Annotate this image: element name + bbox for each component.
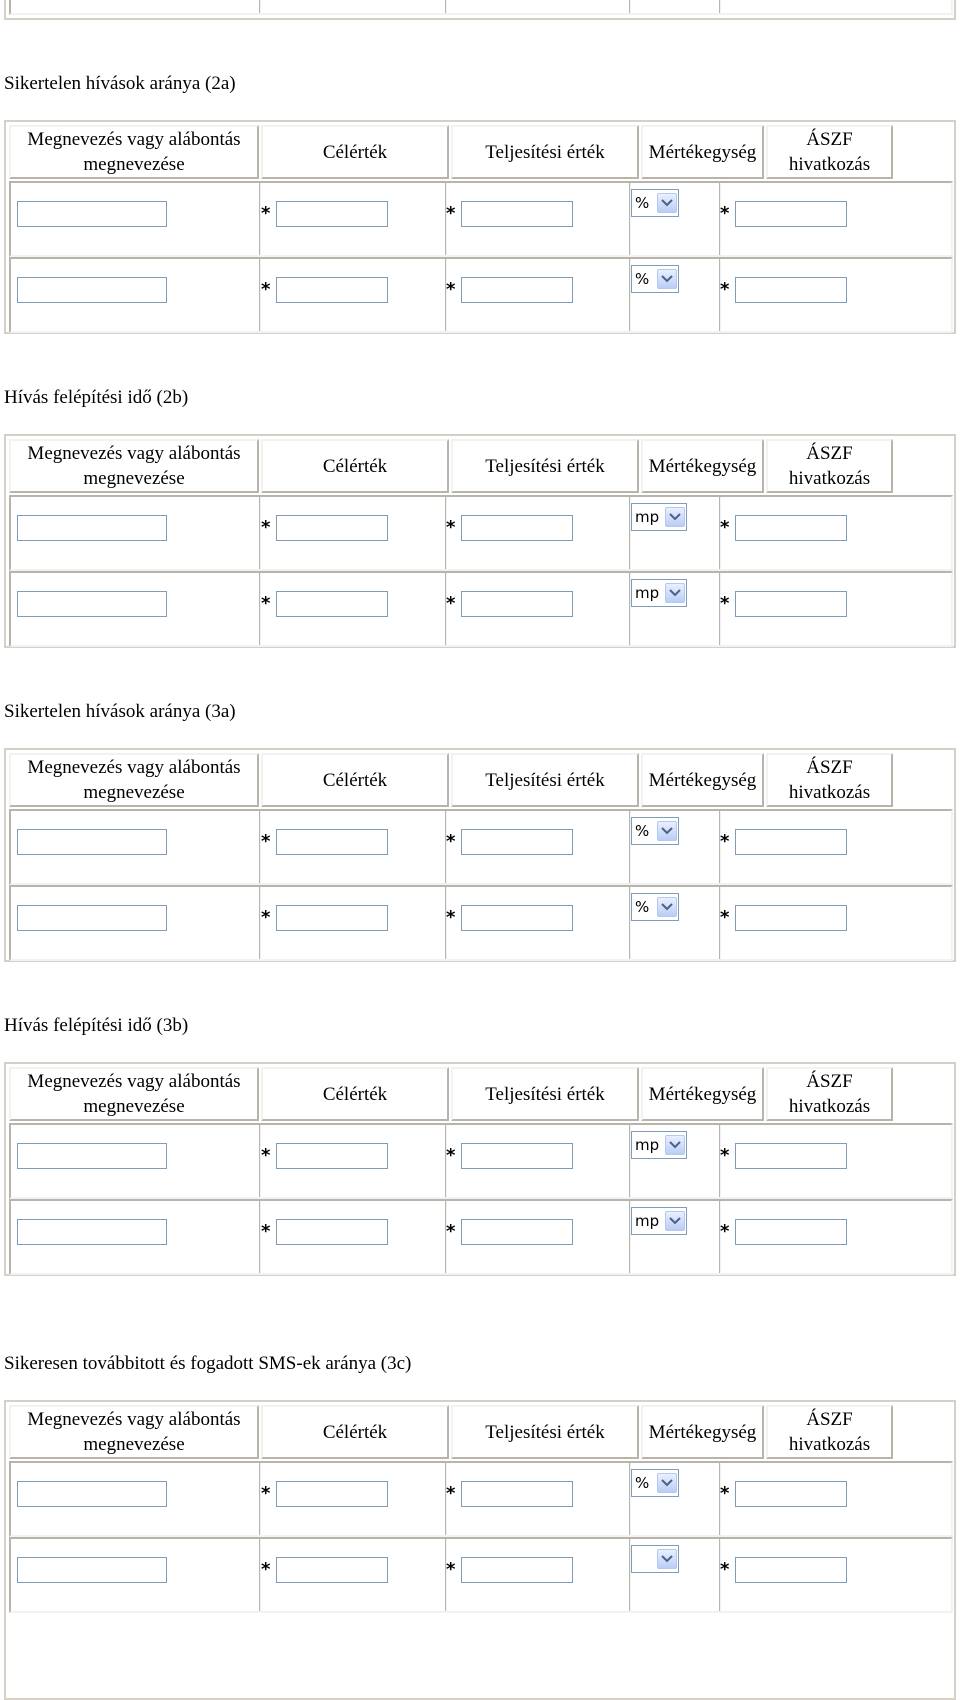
chevron-down-icon[interactable] bbox=[657, 269, 677, 289]
required-asterisk: * bbox=[720, 593, 730, 614]
section-title: Sikeresen továbbitott és fogadott SMS-ek aránya (3c) bbox=[4, 1353, 412, 1374]
target-value-input[interactable] bbox=[276, 201, 388, 227]
chevron-down-icon[interactable] bbox=[657, 821, 677, 841]
table-row bbox=[9, 571, 953, 647]
required-asterisk: * bbox=[261, 1145, 271, 1166]
column-header-aszf-reference-label: ÁSZF hivatkozás bbox=[788, 129, 871, 175]
target-value-input[interactable] bbox=[276, 515, 388, 541]
unit-select-value: % bbox=[635, 194, 650, 212]
target-value-input[interactable] bbox=[276, 1143, 388, 1169]
required-asterisk: * bbox=[446, 1559, 456, 1580]
performance-value-input[interactable] bbox=[461, 1481, 573, 1507]
column-header-unit bbox=[641, 125, 764, 179]
required-asterisk: * bbox=[261, 1221, 271, 1242]
unit-select[interactable] bbox=[631, 503, 687, 531]
performance-value-input[interactable] bbox=[461, 591, 573, 617]
name-input[interactable] bbox=[17, 201, 167, 227]
required-asterisk: * bbox=[261, 203, 271, 224]
column-header-unit-label: Mértékegység bbox=[648, 1083, 757, 1105]
column-header-target-value bbox=[261, 125, 449, 179]
column-header-unit bbox=[641, 439, 764, 493]
required-asterisk: * bbox=[446, 907, 456, 928]
column-header-target-value-label: Célérték bbox=[322, 141, 388, 163]
target-value-input[interactable] bbox=[276, 591, 388, 617]
aszf-reference-input[interactable] bbox=[735, 1219, 847, 1245]
table-row bbox=[9, 1461, 953, 1537]
column-header-name-label: Megnevezés vagy alábontás megnevezése bbox=[27, 129, 241, 175]
column-header-name-label: Megnevezés vagy alábontás megnevezése bbox=[27, 443, 241, 489]
column-header-performance-value bbox=[451, 125, 639, 179]
metrics-table bbox=[4, 1062, 956, 1276]
column-header-aszf-reference bbox=[766, 125, 893, 179]
unit-select[interactable] bbox=[631, 1469, 679, 1497]
table-row bbox=[9, 257, 953, 333]
column-header-performance-value bbox=[451, 1067, 639, 1121]
column-header-unit bbox=[641, 1405, 764, 1459]
unit-select-value: mp bbox=[635, 1212, 660, 1230]
target-value-input[interactable] bbox=[276, 1557, 388, 1583]
table-row bbox=[9, 1123, 953, 1199]
column-header-performance-value bbox=[451, 1405, 639, 1459]
unit-select-value: % bbox=[635, 822, 650, 840]
column-header-target-value-label: Célérték bbox=[322, 455, 388, 477]
metrics-table bbox=[4, 434, 956, 648]
metrics-table bbox=[4, 1400, 956, 1700]
required-asterisk: * bbox=[446, 203, 456, 224]
table-row bbox=[9, 1537, 953, 1613]
table-row bbox=[9, 181, 953, 257]
target-value-input[interactable] bbox=[276, 1219, 388, 1245]
column-divider bbox=[259, 0, 261, 13]
column-header-name-label: Megnevezés vagy alábontás megnevezése bbox=[27, 1409, 241, 1455]
column-header-unit bbox=[641, 1067, 764, 1121]
required-asterisk: * bbox=[720, 1145, 730, 1166]
unit-select-value: mp bbox=[635, 1136, 660, 1154]
unit-select[interactable] bbox=[631, 579, 687, 607]
performance-value-input[interactable] bbox=[461, 829, 573, 855]
column-divider bbox=[629, 0, 631, 13]
unit-select[interactable] bbox=[631, 265, 679, 293]
target-value-input[interactable] bbox=[276, 1481, 388, 1507]
name-input[interactable] bbox=[17, 1143, 167, 1169]
metrics-table bbox=[4, 120, 956, 334]
unit-select-value: % bbox=[635, 1474, 650, 1492]
required-asterisk: * bbox=[261, 517, 271, 538]
chevron-down-icon[interactable] bbox=[657, 193, 677, 213]
unit-select-value: % bbox=[635, 270, 650, 288]
aszf-reference-input[interactable] bbox=[735, 591, 847, 617]
column-header-target-value-label: Célérték bbox=[322, 1421, 388, 1443]
required-asterisk: * bbox=[446, 517, 456, 538]
required-asterisk: * bbox=[720, 517, 730, 538]
performance-value-input[interactable] bbox=[461, 277, 573, 303]
table-row bbox=[9, 495, 953, 571]
table-row bbox=[9, 885, 953, 961]
unit-select[interactable] bbox=[631, 189, 679, 217]
required-asterisk: * bbox=[720, 1483, 730, 1504]
chevron-down-icon[interactable] bbox=[665, 583, 685, 603]
required-asterisk: * bbox=[261, 279, 271, 300]
column-header-aszf-reference bbox=[766, 439, 893, 493]
column-header-aszf-reference bbox=[766, 1067, 893, 1121]
column-header-aszf-reference-label: ÁSZF hivatkozás bbox=[788, 1071, 871, 1117]
target-value-input[interactable] bbox=[276, 829, 388, 855]
chevron-down-icon[interactable] bbox=[657, 1473, 677, 1493]
chevron-down-icon[interactable] bbox=[657, 897, 677, 917]
column-header-name bbox=[9, 753, 259, 807]
required-asterisk: * bbox=[446, 1221, 456, 1242]
required-asterisk: * bbox=[261, 907, 271, 928]
required-asterisk: * bbox=[720, 907, 730, 928]
performance-value-input[interactable] bbox=[461, 515, 573, 541]
name-input[interactable] bbox=[17, 277, 167, 303]
column-header-unit bbox=[641, 753, 764, 807]
column-header-aszf-reference-label: ÁSZF hivatkozás bbox=[788, 443, 871, 489]
aszf-reference-input[interactable] bbox=[735, 829, 847, 855]
required-asterisk: * bbox=[446, 593, 456, 614]
target-value-input[interactable] bbox=[276, 277, 388, 303]
column-header-performance-value bbox=[451, 753, 639, 807]
required-asterisk: * bbox=[261, 593, 271, 614]
required-asterisk: * bbox=[720, 1221, 730, 1242]
section-title: Sikertelen hívások aránya (3a) bbox=[4, 701, 236, 722]
name-input[interactable] bbox=[17, 905, 167, 931]
name-input[interactable] bbox=[17, 1481, 167, 1507]
required-asterisk: * bbox=[446, 1483, 456, 1504]
column-header-name bbox=[9, 439, 259, 493]
column-header-performance-value-label: Teljesítési érték bbox=[485, 141, 605, 163]
column-header-aszf-reference-label: ÁSZF hivatkozás bbox=[788, 757, 871, 803]
column-divider bbox=[719, 0, 721, 13]
chevron-down-icon[interactable] bbox=[665, 1135, 685, 1155]
column-header-target-value bbox=[261, 1405, 449, 1459]
column-header-target-value-label: Célérték bbox=[322, 769, 388, 791]
performance-value-input[interactable] bbox=[461, 1557, 573, 1583]
column-header-aszf-reference bbox=[766, 1405, 893, 1459]
name-input[interactable] bbox=[17, 591, 167, 617]
column-header-target-value bbox=[261, 753, 449, 807]
performance-value-input[interactable] bbox=[461, 1143, 573, 1169]
metrics-table bbox=[4, 748, 956, 962]
table-row bbox=[9, 809, 953, 885]
required-asterisk: * bbox=[261, 1483, 271, 1504]
column-header-performance-value-label: Teljesítési érték bbox=[485, 1083, 605, 1105]
unit-select-value: % bbox=[635, 898, 650, 916]
required-asterisk: * bbox=[720, 203, 730, 224]
chevron-down-icon[interactable] bbox=[665, 1211, 685, 1231]
chevron-down-icon[interactable] bbox=[665, 507, 685, 527]
column-header-performance-value bbox=[451, 439, 639, 493]
name-input[interactable] bbox=[17, 1557, 167, 1583]
name-input[interactable] bbox=[17, 829, 167, 855]
unit-select[interactable] bbox=[631, 1207, 687, 1235]
unit-select[interactable] bbox=[631, 1545, 679, 1573]
unit-select[interactable] bbox=[631, 817, 679, 845]
required-asterisk: * bbox=[261, 831, 271, 852]
section-title: Sikertelen hívások aránya (2a) bbox=[4, 73, 236, 94]
column-header-target-value-label: Célérték bbox=[322, 1083, 388, 1105]
aszf-reference-input[interactable] bbox=[735, 277, 847, 303]
unit-select-value: mp bbox=[635, 584, 660, 602]
column-header-performance-value-label: Teljesítési érték bbox=[485, 769, 605, 791]
column-header-target-value bbox=[261, 439, 449, 493]
column-header-name-label: Megnevezés vagy alábontás megnevezése bbox=[27, 1071, 241, 1117]
column-header-performance-value-label: Teljesítési érték bbox=[485, 455, 605, 477]
aszf-reference-input[interactable] bbox=[735, 515, 847, 541]
performance-value-input[interactable] bbox=[461, 905, 573, 931]
section-title: Hívás felépítési idő (3b) bbox=[4, 1015, 189, 1036]
column-header-unit-label: Mértékegység bbox=[648, 141, 757, 163]
required-asterisk: * bbox=[446, 831, 456, 852]
required-asterisk: * bbox=[720, 1559, 730, 1580]
column-header-name bbox=[9, 1405, 259, 1459]
column-header-unit-label: Mértékegység bbox=[648, 455, 757, 477]
required-asterisk: * bbox=[720, 831, 730, 852]
target-value-input[interactable] bbox=[276, 905, 388, 931]
aszf-reference-input[interactable] bbox=[735, 1481, 847, 1507]
name-input[interactable] bbox=[17, 515, 167, 541]
unit-select-value: mp bbox=[635, 508, 660, 526]
column-divider bbox=[445, 0, 447, 13]
required-asterisk: * bbox=[446, 279, 456, 300]
table-row bbox=[9, 1199, 953, 1275]
aszf-reference-input[interactable] bbox=[735, 1143, 847, 1169]
column-header-target-value bbox=[261, 1067, 449, 1121]
aszf-reference-input[interactable] bbox=[735, 905, 847, 931]
required-asterisk: * bbox=[446, 1145, 456, 1166]
aszf-reference-input[interactable] bbox=[735, 201, 847, 227]
name-input[interactable] bbox=[17, 1219, 167, 1245]
required-asterisk: * bbox=[720, 279, 730, 300]
table-row bbox=[9, 0, 953, 15]
section-title: Hívás felépítési idő (2b) bbox=[4, 387, 189, 408]
performance-value-input[interactable] bbox=[461, 1219, 573, 1245]
column-header-aszf-reference-label: ÁSZF hivatkozás bbox=[788, 1409, 871, 1455]
required-asterisk: * bbox=[261, 1559, 271, 1580]
aszf-reference-input[interactable] bbox=[735, 1557, 847, 1583]
column-header-name-label: Megnevezés vagy alábontás megnevezése bbox=[27, 757, 241, 803]
column-header-aszf-reference bbox=[766, 753, 893, 807]
column-header-unit-label: Mértékegység bbox=[648, 769, 757, 791]
column-header-performance-value-label: Teljesítési érték bbox=[485, 1421, 605, 1443]
partial-table bbox=[4, 0, 956, 20]
unit-select[interactable] bbox=[631, 893, 679, 921]
column-header-unit-label: Mértékegység bbox=[648, 1421, 757, 1443]
unit-select[interactable] bbox=[631, 1131, 687, 1159]
chevron-down-icon[interactable] bbox=[657, 1549, 677, 1569]
column-header-name bbox=[9, 1067, 259, 1121]
performance-value-input[interactable] bbox=[461, 201, 573, 227]
column-header-name bbox=[9, 125, 259, 179]
